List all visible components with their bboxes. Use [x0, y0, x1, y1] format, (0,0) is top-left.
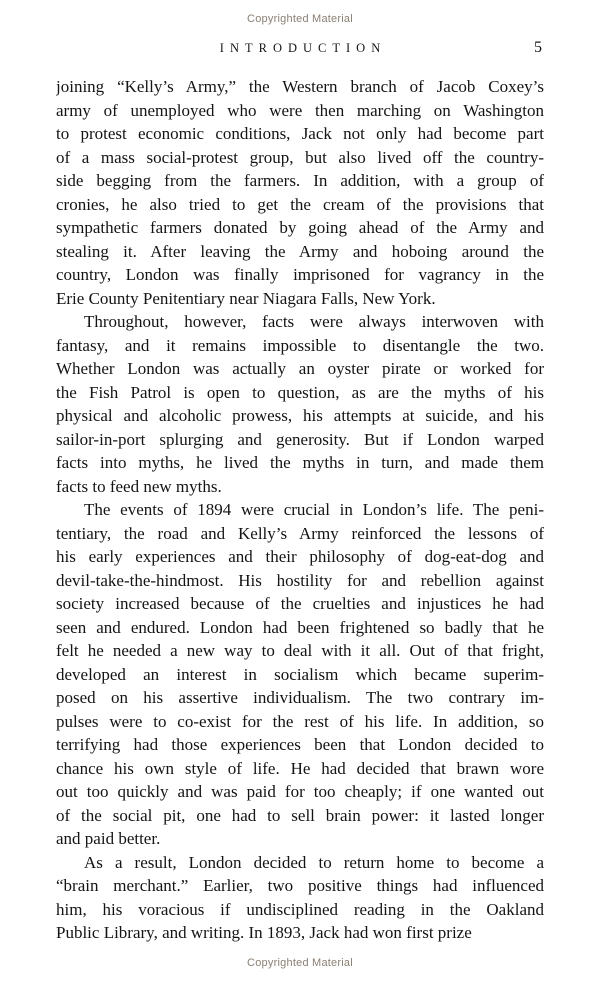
- text-line: developed an interest in socialism which became superim-: [56, 664, 544, 684]
- text-line: cronies, he also tried to get the cream of the provisions that: [56, 194, 544, 214]
- chapter-title: INTRODUCTION: [219, 41, 387, 55]
- text-line: the Fish Patrol is open to question, as are the myths of his: [56, 382, 544, 402]
- text-line: pulses were to co-exist for the rest of his life. In addition, so: [56, 711, 544, 731]
- text-line: country, London was finally imprisoned for vagrancy in the: [56, 265, 544, 284]
- text-line: Whether London was actually an oyster pirate or worked for: [56, 359, 544, 378]
- text-line: joining “Kelly’s Army,” the Western branch of Jacob Coxey’s: [56, 77, 544, 96]
- text-line: chance his own style of life. He had decided that brawn wore: [56, 758, 544, 778]
- text-line: sailor-in-port splurging and generosity. But if London warped: [56, 429, 544, 449]
- text-line: devil-take-the-hindmost. His hostility for and rebellion against: [56, 570, 544, 590]
- page-content: [56, 41, 544, 945]
- text-line: and paid better.: [56, 829, 161, 848]
- text-line: society increased because of the cruelties and injustices he had: [56, 594, 544, 613]
- text-line: him, his voracious if undisciplined reading in the Oakland: [56, 899, 544, 919]
- text-line: facts to feed new myths.: [56, 476, 222, 496]
- text-line: fantasy, and it remains impossible to disentangle the two.: [56, 335, 544, 355]
- paragraph: [56, 498, 544, 851]
- text-line: tentiary, the road and Kelly’s Army reinforced the lessons of: [56, 523, 544, 543]
- copyright-notice-bottom: Copyrighted Material: [247, 957, 353, 969]
- text-line: Throughout, however, facts were always interwoven with: [84, 312, 544, 331]
- text-line: posed on his assertive individualism. The two contrary im-: [56, 688, 544, 707]
- text-line: his early experiences and their philosophy of dog-eat-dog and: [56, 547, 544, 566]
- text-line: of the social pit, one had to sell brain power: it lasted longer: [56, 805, 544, 825]
- text-line: of a mass social-protest group, but also lived off the country-: [56, 147, 544, 167]
- text-line: physical and alcoholic prowess, his attempts at suicide, and his: [56, 406, 544, 425]
- text-line: Public Library, and writing. In 1893, Jack had won first prize: [56, 923, 472, 942]
- text-line: “brain merchant.” Earlier, two positive things had influenced: [56, 876, 544, 895]
- text-line: to protest economic conditions, Jack not only had become part: [56, 124, 544, 143]
- text-line: out too quickly and was paid for too cheaply; if one wanted out: [56, 782, 544, 801]
- text-line: sympathetic farmers donated by going ahead of the Army and: [56, 218, 544, 237]
- text-line: seen and endured. London had been frightened so badly that he: [56, 617, 544, 637]
- text-line: Erie County Penitentiary near Niagara Falls, New York.: [56, 288, 436, 308]
- text-line: terrifying had those experiences been that London decided to: [56, 735, 544, 754]
- text-line: The events of 1894 were crucial in London’s life. The peni-: [84, 500, 544, 519]
- text-line: facts into myths, he lived the myths in turn, and made them: [56, 453, 544, 472]
- paragraph: [56, 851, 544, 945]
- copyright-notice-top: Copyrighted Material: [247, 13, 353, 25]
- running-header: [56, 41, 544, 59]
- text-line: army of unemployed who were then marching on Washington: [56, 100, 544, 120]
- page-body: [56, 75, 544, 945]
- text-line: stealing it. After leaving the Army and hoboing around the: [56, 241, 544, 261]
- paragraph: [56, 75, 544, 310]
- page-number: 5: [534, 39, 542, 56]
- paragraph: [56, 310, 544, 498]
- text-line: As a result, London decided to return home to become a: [84, 852, 544, 872]
- text-line: felt he needed a new way to deal with it all. Out of that fright,: [56, 641, 544, 660]
- text-line: side begging from the farmers. In addition, with a group of: [56, 171, 544, 190]
